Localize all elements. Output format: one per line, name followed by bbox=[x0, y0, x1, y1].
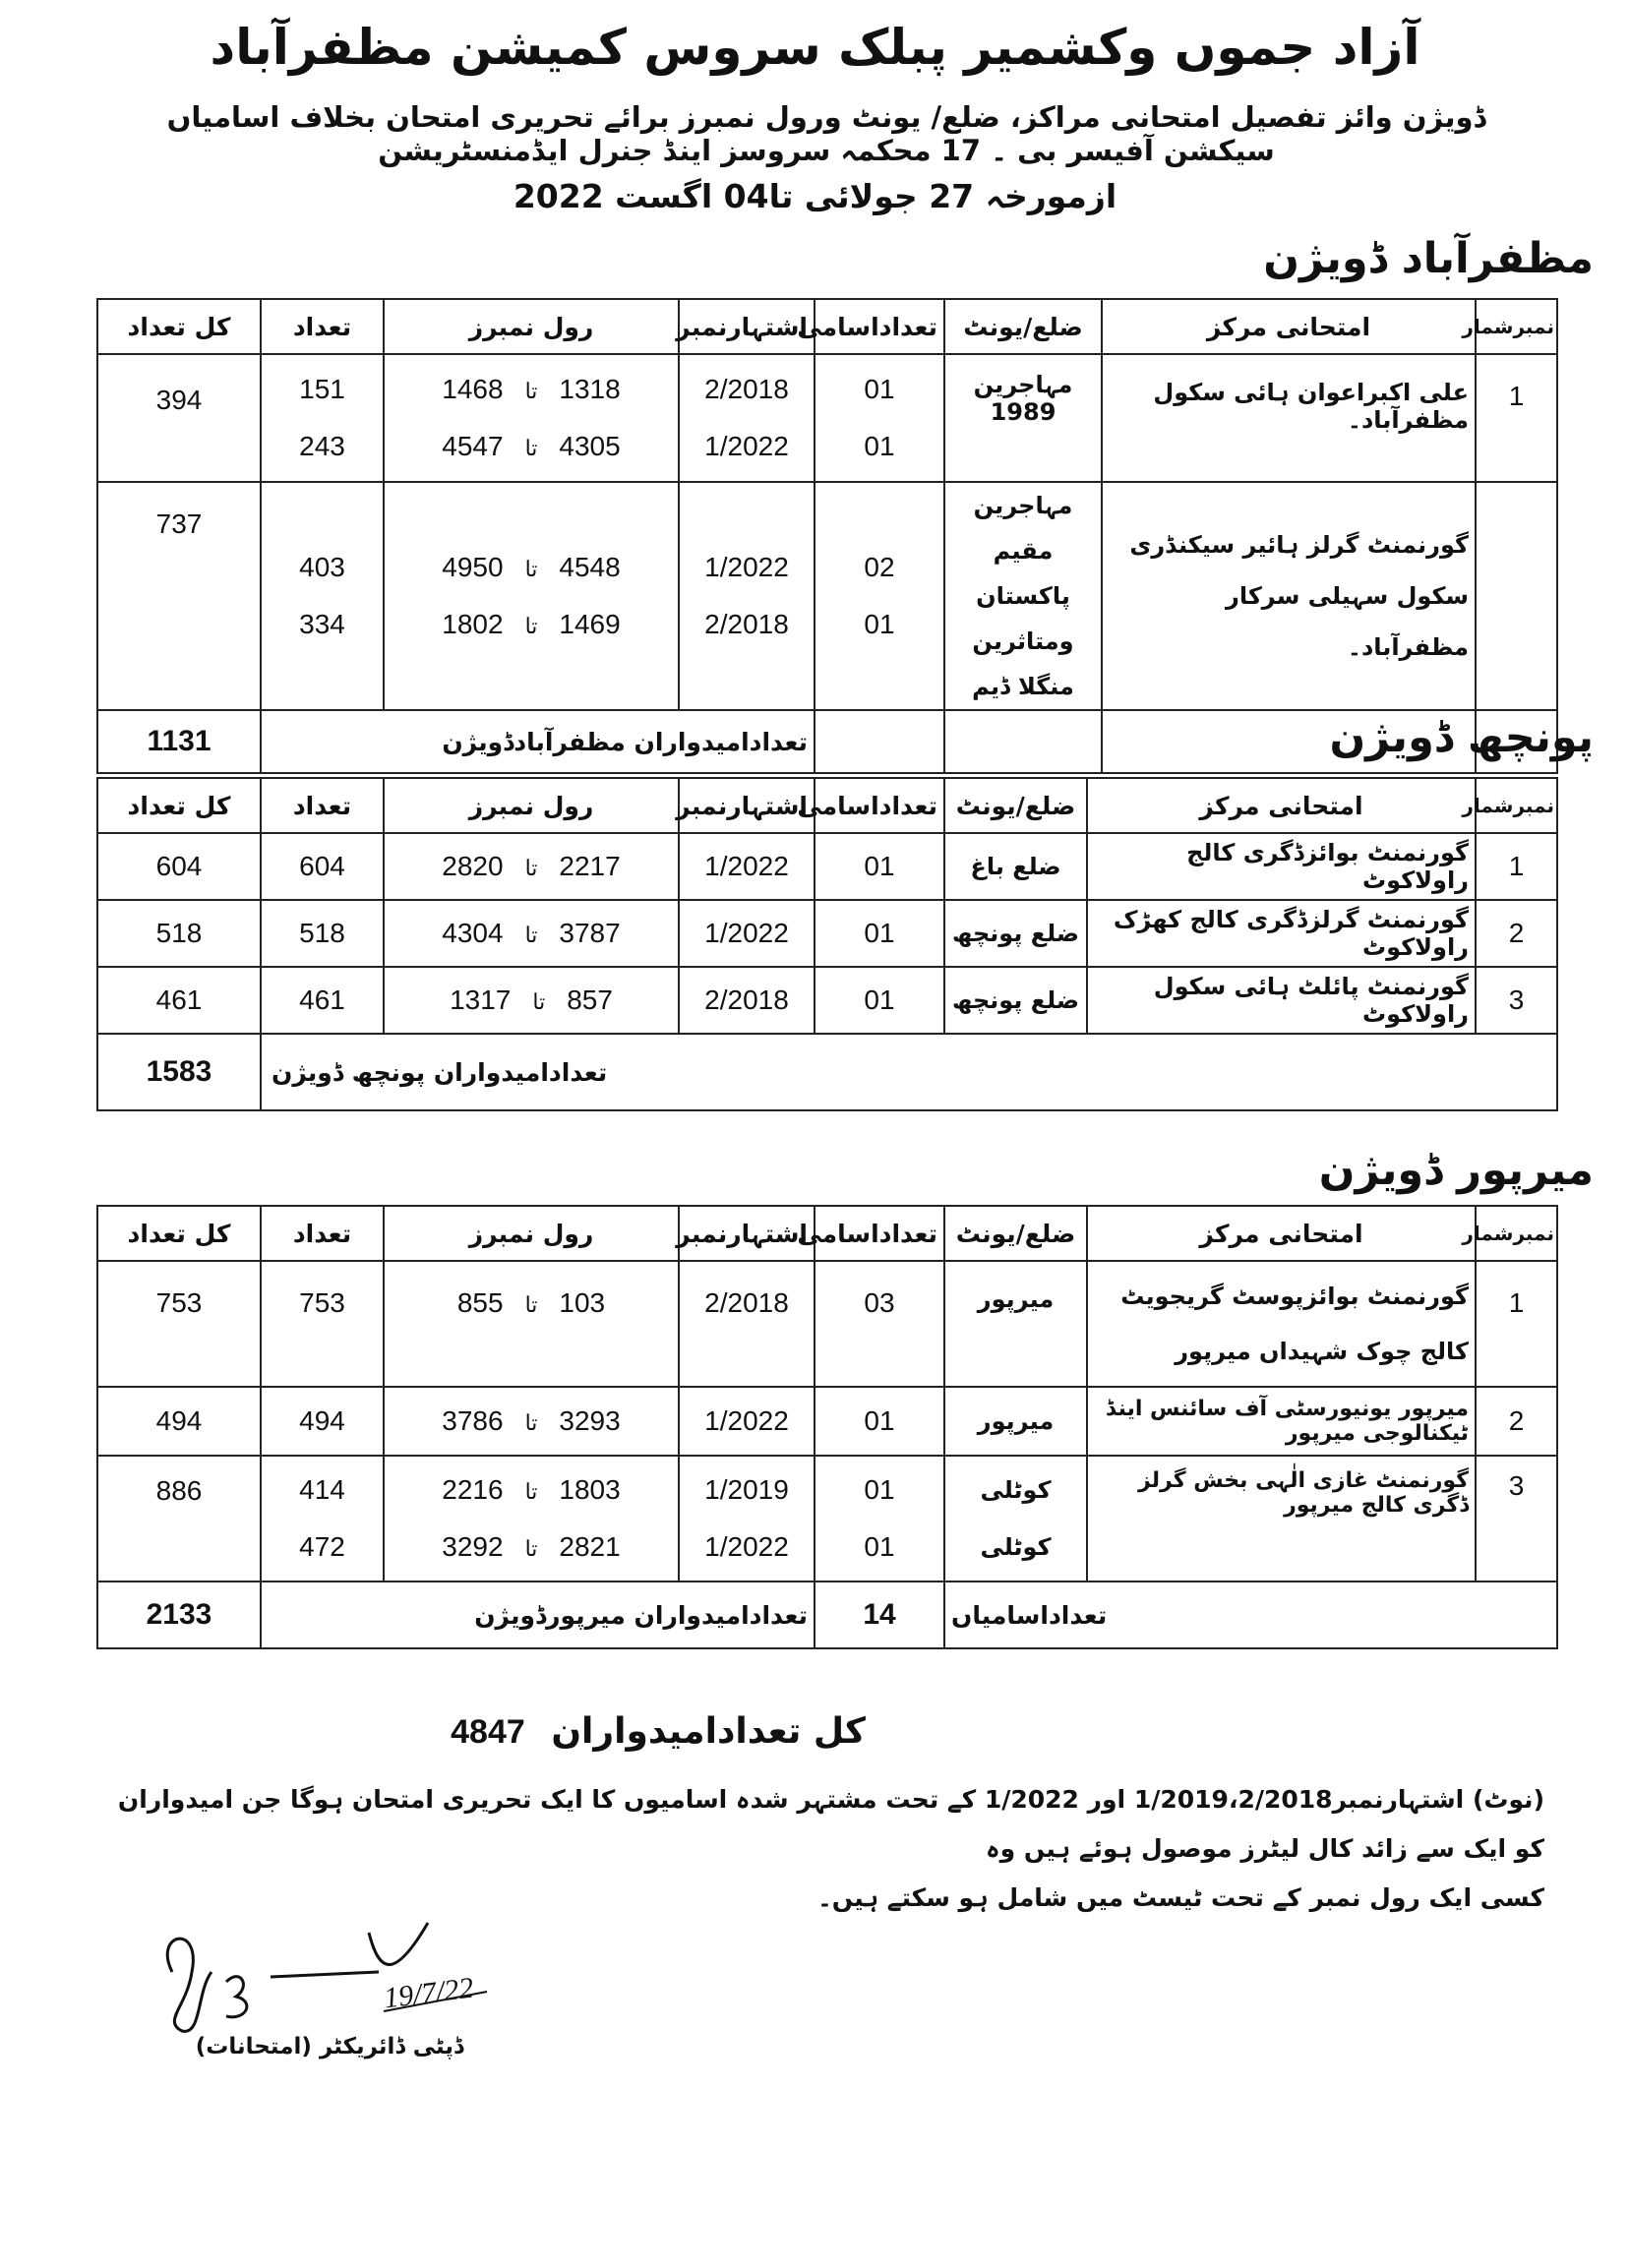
col-roll: رول نمبرز bbox=[384, 1206, 679, 1261]
posts-cell: 03 bbox=[815, 1261, 944, 1387]
table-header-row bbox=[97, 778, 1557, 833]
col-total: کل تعداد bbox=[97, 778, 261, 833]
serial-cell: 3 bbox=[1476, 967, 1557, 1034]
roll-range: 2216 تا 1803 bbox=[442, 1474, 621, 1505]
table-row bbox=[97, 354, 1557, 482]
advert-cell: 1/2022 bbox=[679, 1387, 815, 1456]
serial-cell: 1 bbox=[1476, 354, 1557, 482]
col-serial: نمبرشمار bbox=[1476, 778, 1557, 833]
posts-cell: 01 bbox=[815, 1387, 944, 1456]
serial-cell bbox=[1476, 482, 1557, 710]
serial-cell: 1 bbox=[1476, 1261, 1557, 1387]
row-total: 604 bbox=[97, 833, 261, 900]
col-count: تعداد bbox=[261, 778, 384, 833]
roll-range: 4304 تا 3787 bbox=[384, 900, 679, 967]
district-cell: کوٹلی bbox=[980, 1476, 1052, 1504]
division-total-value: 2133 bbox=[97, 1582, 261, 1648]
exam-dates: ازمورخہ 27 جولائی تا04 اگست 2022 bbox=[513, 177, 1117, 215]
row-total: 494 bbox=[97, 1387, 261, 1456]
posts-cell: 01 bbox=[864, 1474, 895, 1505]
advert-cell: 1/2022 bbox=[704, 552, 789, 582]
note-block bbox=[108, 1775, 1544, 1923]
grand-total-value: 4847 bbox=[451, 1713, 525, 1751]
col-roll: رول نمبرز bbox=[384, 299, 679, 354]
district-cell: میرپور bbox=[944, 1387, 1087, 1456]
roll-range: 1802 تا 1469 bbox=[442, 609, 621, 639]
col-count: تعداد bbox=[261, 1206, 384, 1261]
posts-cell: 01 bbox=[864, 1531, 895, 1562]
count-cell: 494 bbox=[261, 1387, 384, 1456]
table-row bbox=[97, 1456, 1557, 1582]
district-cell: ضلع پونچھ bbox=[944, 967, 1087, 1034]
division-total-label: تعدادامیدواران مظفرآبادڈویژن bbox=[261, 710, 815, 773]
advert-cell: 1/2022 bbox=[679, 900, 815, 967]
row-total: 886 bbox=[155, 1475, 203, 1506]
count-cell: 753 bbox=[261, 1261, 384, 1387]
count-cell: 604 bbox=[261, 833, 384, 900]
row-total-cell bbox=[97, 1456, 261, 1582]
row-total: 461 bbox=[97, 967, 261, 1034]
division-total-label: تعدادامیدواران پونچھ ڈویژن bbox=[272, 1057, 608, 1087]
roll-range: 4547 تا 4305 bbox=[442, 431, 621, 461]
signatory-title: ڈپٹی ڈائریکٹر (امتحانات) bbox=[195, 2034, 464, 2059]
row-total: 394 bbox=[97, 354, 261, 482]
roll-range: 2820 تا 2217 bbox=[384, 833, 679, 900]
district-cell: ضلع پونچھ bbox=[944, 900, 1087, 967]
posts-cell: 01 bbox=[815, 967, 944, 1034]
table-row bbox=[97, 900, 1557, 967]
roll-range: 3292 تا 2821 bbox=[442, 1531, 621, 1562]
roll-range: 3786 تا 3293 bbox=[384, 1387, 679, 1456]
posts-cell: 01 bbox=[864, 374, 895, 404]
roll-range: 855 تا 103 bbox=[384, 1261, 679, 1387]
col-district: ضلع/یونٹ bbox=[944, 1206, 1087, 1261]
advert-cell: 1/2022 bbox=[704, 1531, 789, 1562]
serial-cell: 1 bbox=[1476, 833, 1557, 900]
table-row bbox=[97, 482, 1557, 710]
center-cell: گورنمنٹ گرلز ہائیر سیکنڈری سکول سہیلی سرکار مظفرآباد۔ bbox=[1102, 482, 1476, 710]
roll-range: 4950 تا 4548 bbox=[442, 552, 621, 582]
col-district: ضلع/یونٹ bbox=[944, 778, 1087, 833]
grand-total bbox=[393, 1711, 866, 1752]
count-cell: 461 bbox=[261, 967, 384, 1034]
center-cell: میرپور یونیورسٹی آف سائنس اینڈ ٹیکنالوجی میرپور bbox=[1087, 1387, 1476, 1456]
district-cell: مہاجرین 1989 bbox=[944, 354, 1102, 482]
division-heading-poonch: پونچھ ڈویژن bbox=[1329, 713, 1594, 762]
table-total-row bbox=[97, 1582, 1557, 1648]
advert-cell: 1/2022 bbox=[679, 833, 815, 900]
roll-range: 1468 تا 1318 bbox=[442, 374, 621, 404]
center-cell: گورنمنٹ پائلٹ ہائی سکول راولاکوٹ bbox=[1087, 967, 1476, 1034]
division-total-label: تعدادامیدواران میرپورڈویژن bbox=[261, 1582, 815, 1648]
document-subtitle: ڈویژن وائز تفصیل امتحانی مراکز، ضلع/ یونٹ ورول نمبرز برائے تحریری امتحان بخلاف اسامیاں سیکشن آفیسر بی ۔ 17 محکمہ سروسز اینڈ جنرل ایڈمنسٹریشن bbox=[166, 100, 1486, 167]
col-serial: نمبرشمار bbox=[1476, 299, 1557, 354]
table-total-row bbox=[97, 1034, 1557, 1110]
advert-cell: 1/2022 bbox=[704, 431, 789, 461]
advert-cell: 2/2018 bbox=[704, 374, 789, 404]
table-header-row bbox=[97, 1206, 1557, 1261]
row-total: 737 bbox=[97, 482, 261, 710]
col-advert: اشتہارنمبر bbox=[679, 778, 815, 833]
col-posts: تعداداسامی bbox=[815, 1206, 944, 1261]
row-total: 753 bbox=[97, 1261, 261, 1387]
division-total-value: 1583 bbox=[97, 1034, 261, 1110]
division-heading-mirpur: میرپور ڈویژن bbox=[1318, 1146, 1594, 1195]
center-cell: گورنمنٹ بوائزپوسٹ گریجویٹ کالج چوک شہیداں میرپور bbox=[1087, 1261, 1476, 1387]
posts-cell: 01 bbox=[815, 833, 944, 900]
posts-total-label-cell bbox=[944, 1582, 1557, 1648]
poonch-table bbox=[96, 777, 1558, 1111]
division-total-value: 1131 bbox=[97, 710, 261, 773]
table-row bbox=[97, 833, 1557, 900]
col-posts: تعداداسامی bbox=[815, 778, 944, 833]
muzaffarabad-table bbox=[96, 298, 1558, 774]
posts-cell: 01 bbox=[864, 431, 895, 461]
count-cell: 472 bbox=[299, 1531, 345, 1562]
signature-scribble bbox=[133, 1913, 546, 2051]
col-center: امتحانی مرکز bbox=[1087, 778, 1476, 833]
roll-range: 1317 تا 857 bbox=[384, 967, 679, 1034]
count-cell: 334 bbox=[299, 609, 345, 639]
district-cell: کوٹلی bbox=[980, 1533, 1052, 1561]
advert-cell: 2/2018 bbox=[679, 1261, 815, 1387]
note-line-2: کسی ایک رول نمبر کے تحت ٹیسٹ میں شامل ہو سکتے ہیں۔ bbox=[817, 1883, 1544, 1912]
count-cell: 403 bbox=[299, 552, 345, 582]
advert-cell: 2/2018 bbox=[679, 967, 815, 1034]
advert-cell: 2/2018 bbox=[704, 609, 789, 639]
division-heading-muzaffarabad: مظفرآباد ڈویژن bbox=[1263, 234, 1594, 283]
posts-cell: 01 bbox=[815, 900, 944, 967]
col-count: تعداد bbox=[261, 299, 384, 354]
center-cell: گورنمنٹ بوائزڈگری کالج راولاکوٹ bbox=[1087, 833, 1476, 900]
mirpur-table bbox=[96, 1205, 1558, 1649]
posts-cell: 01 bbox=[864, 609, 895, 639]
col-advert: اشتہارنمبر bbox=[679, 1206, 815, 1261]
posts-total-value: 14 bbox=[815, 1582, 944, 1648]
division-total-label-cell bbox=[261, 1034, 1557, 1110]
center-cell: علی اکبراعوان ہائی سکول مظفرآباد۔ bbox=[1102, 354, 1476, 482]
count-cell: 243 bbox=[299, 431, 345, 461]
center-cell: گورنمنٹ غازی الٰہی بخش گرلز ڈگری کالج میرپور bbox=[1087, 1456, 1476, 1582]
signature-date: 19/7/22 bbox=[382, 1971, 476, 2015]
posts-cell: 02 bbox=[864, 552, 895, 582]
table-row bbox=[97, 1261, 1557, 1387]
district-cell: مہاجرین مقیم پاکستان ومتاثرین منگلا ڈیم bbox=[944, 482, 1102, 710]
count-cell: 151 bbox=[299, 374, 345, 404]
col-center: امتحانی مرکز bbox=[1102, 299, 1476, 354]
serial-cell: 2 bbox=[1476, 900, 1557, 967]
posts-total-label: تعداداسامیاں bbox=[951, 1600, 1108, 1630]
table-row bbox=[97, 967, 1557, 1034]
col-district: ضلع/یونٹ bbox=[944, 299, 1102, 354]
col-total: کل تعداد bbox=[97, 1206, 261, 1261]
serial-cell: 2 bbox=[1476, 1387, 1557, 1456]
col-total: کل تعداد bbox=[97, 299, 261, 354]
note-line-1: (نوٹ) اشتہارنمبر1/2019،2/2018 اور 1/2022 کے تحت مشتہر شدہ اسامیوں کا ایک تحریری امتحان ہوگا جن امیدواران کو ایک سے زائد کال لیٹرز موصول ہوئے ہیں وہ bbox=[117, 1785, 1544, 1863]
district-cell: میرپور bbox=[944, 1261, 1087, 1387]
serial-cell: 3 bbox=[1476, 1456, 1557, 1582]
col-roll: رول نمبرز bbox=[384, 778, 679, 833]
document-title: آزاد جموں وکشمیر پبلک سروس کمیشن مظفرآباد bbox=[210, 19, 1420, 76]
count-cell: 414 bbox=[299, 1474, 345, 1505]
center-cell: گورنمنٹ گرلزڈگری کالج کھڑک راولاکوٹ bbox=[1087, 900, 1476, 967]
col-serial: نمبرشمار bbox=[1476, 1206, 1557, 1261]
district-cell: ضلع باغ bbox=[944, 833, 1087, 900]
table-header-row bbox=[97, 299, 1557, 354]
count-cell: 518 bbox=[261, 900, 384, 967]
row-total: 518 bbox=[97, 900, 261, 967]
col-posts: تعداداسامی bbox=[815, 299, 944, 354]
table-row bbox=[97, 1387, 1557, 1456]
grand-total-label: کل تعدادامیدواران bbox=[551, 1711, 866, 1752]
col-center: امتحانی مرکز bbox=[1087, 1206, 1476, 1261]
col-advert: اشتہارنمبر bbox=[679, 299, 815, 354]
advert-cell: 1/2019 bbox=[704, 1474, 789, 1505]
